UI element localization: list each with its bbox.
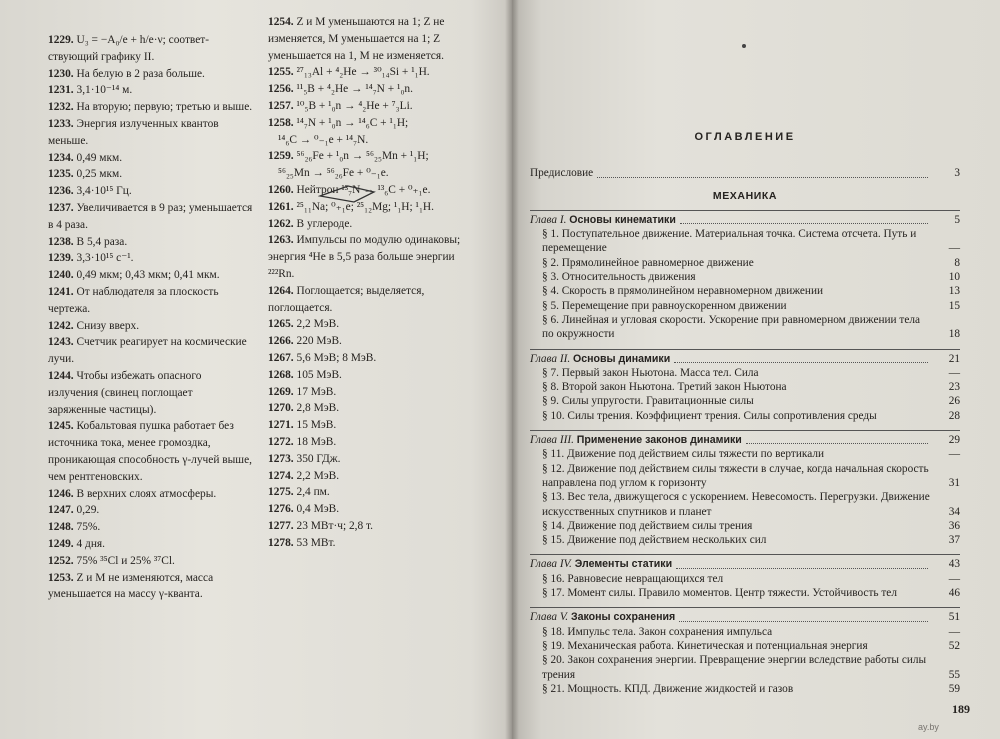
answer-text: 3,4·10¹⁵ Гц. (76, 185, 132, 198)
answer-number: 1241. (48, 285, 74, 298)
answer-number: 1236. (48, 185, 74, 198)
answer-text: 2,8 МэВ. (296, 402, 340, 415)
answer-item (268, 148, 473, 165)
toc-paragraph (530, 462, 960, 491)
answer-number: 1261. (268, 200, 294, 213)
answer-text: 0,4 МэВ. (296, 503, 340, 516)
answer-item (48, 82, 253, 99)
pen-scribble (318, 178, 378, 206)
answer-item (268, 484, 473, 501)
answer-text: 0,29. (76, 504, 100, 517)
answer-item (48, 334, 253, 368)
toc-paragraph-label: § 12. Движение под действием силы тяжести в случае, когда начальная скорость направлена под углом к горизонту (542, 462, 929, 489)
answer-number: 1238. (48, 235, 74, 248)
answer-text: 2,2 МэВ. (296, 469, 340, 482)
answer-number: 1276. (268, 503, 294, 516)
toc-paragraph-page: — (948, 366, 960, 379)
toc-paragraph-label: § 11. Движение под действием силы тяжести по вертикали (542, 448, 825, 461)
toc-paragraph-page: 59 (948, 682, 960, 695)
answer-text: На белую в 2 раза больше. (76, 67, 205, 80)
toc-paragraph-page: 55 (948, 668, 960, 681)
toc-paragraph (530, 625, 960, 639)
toc-chapter-name: Применение законов динамики (576, 434, 742, 447)
toc-paragraph (530, 299, 960, 313)
answer-item (268, 451, 473, 468)
answer-number: 1264. (268, 284, 294, 297)
answer-number: 1255. (268, 66, 294, 79)
answer-number: 1243. (48, 336, 74, 349)
toc-paragraph-page: 52 (948, 639, 960, 652)
answer-item (48, 32, 253, 66)
answer-item (48, 150, 253, 167)
answer-text: 75%. (76, 521, 101, 534)
answer-text: 4 дня. (76, 537, 106, 550)
answer-item (48, 250, 253, 267)
answer-text: ⁵⁶₂₆Fe + ¹₀n → ⁵⁶₂₅Mn + ¹₁H; (296, 150, 429, 163)
answers-column-2 (268, 14, 473, 552)
answer-number: 1273. (268, 452, 294, 465)
answer-number: 1256. (268, 83, 294, 96)
answer-text: U₃ = −A₀/e + h/e·ν; соответ-ствующий графику II. (48, 34, 210, 63)
answer-number: 1277. (268, 519, 294, 532)
toc-paragraph-page: — (948, 448, 960, 461)
leader-dots (679, 621, 928, 622)
answer-number: 1240. (48, 269, 74, 282)
answer-number: 1278. (268, 536, 294, 549)
toc-chapter-number: Глава V. (530, 611, 569, 624)
answer-number: 1231. (48, 84, 74, 97)
answer-number: 1242. (48, 319, 74, 332)
answer-number: 1265. (268, 318, 294, 331)
toc-paragraph-label: § 4. Скорость в прямолинейном неравномерном движении (542, 285, 824, 298)
answer-text: 53 МВт. (296, 536, 336, 549)
answer-text: На вторую; первую; третью и выше. (76, 101, 253, 114)
toc-paragraph-page: — (948, 242, 960, 255)
toc-chapters (530, 210, 960, 696)
toc-paragraph-page: 34 (948, 505, 960, 518)
toc-chapter-name: Элементы статики (574, 558, 673, 571)
answer-text: Энергия излученных квантов меньше. (48, 117, 219, 147)
answer-item (268, 400, 473, 417)
answer-number: 1274. (268, 469, 294, 482)
answer-number: 1266. (268, 335, 294, 348)
toc-paragraph-label: § 10. Силы трения. Коэффициент трения. Силы сопротивления среды (542, 409, 877, 422)
toc-paragraph-page: 28 (948, 409, 960, 422)
toc-chapter-number: Глава II. (530, 352, 571, 365)
answer-item (48, 418, 253, 485)
toc-paragraph-label: § 18. Импульс тела. Закон сохранения импульса (542, 625, 773, 638)
toc-paragraph-label: § 14. Движение под действием силы трения (542, 519, 753, 532)
toc-paragraph-label: § 1. Поступательное движение. Материальная точка. Система отсчета. Путь и перемещение (542, 228, 917, 255)
toc-paragraph (530, 284, 960, 298)
answer-text: Чтобы избежать опасного излучения (свинец поглощает заряженные частицы). (48, 369, 202, 416)
toc-chapter-page: 5 (954, 213, 960, 226)
answer-item (268, 434, 473, 451)
answer-text: 3,3·10¹⁵ с⁻¹. (76, 252, 134, 265)
toc-paragraph-page: 13 (948, 285, 960, 298)
toc-chapter (530, 349, 960, 366)
answer-text: 23 МВт·ч; 2,8 т. (296, 519, 374, 532)
answer-item (48, 234, 253, 251)
toc-paragraph-label: § 7. Первый закон Ньютона. Масса тел. Сила (542, 366, 759, 379)
toc-chapter-label (530, 352, 670, 366)
answer-number: 1247. (48, 504, 74, 517)
answer-number: 1269. (268, 385, 294, 398)
answer-number: 1253. (48, 571, 74, 584)
toc-paragraph (530, 447, 960, 461)
toc-paragraph-label: § 5. Перемещение при равноускоренном движении (542, 299, 787, 312)
answer-item (268, 64, 473, 81)
answer-text: ⁵⁶₂₅Mn → ⁵⁶₂₆Fe + ⁰₋₁e. (278, 167, 389, 180)
toc-chapter-label (530, 610, 675, 624)
table-of-contents (530, 130, 960, 696)
answer-number: 1258. (268, 116, 294, 129)
answer-item (268, 232, 473, 282)
answer-number: 1259. (268, 150, 294, 163)
answer-item (48, 486, 253, 503)
answer-text: ¹⁴₆C → ⁰₋₁e + ¹⁴₇N. (278, 133, 369, 146)
answer-number: 1271. (268, 419, 294, 432)
answer-text: 350 ГДж. (296, 452, 341, 465)
answer-item (48, 166, 253, 183)
answer-number: 1239. (48, 252, 74, 265)
answer-text: 220 МэВ. (296, 335, 342, 348)
leader-dots (674, 362, 928, 363)
toc-paragraph-label: § 9. Силы упругости. Гравитационные силы (542, 395, 754, 408)
toc-paragraph (530, 394, 960, 408)
answer-text: Увеличивается в 9 раз; уменьшается в 4 раза. (48, 201, 253, 231)
toc-paragraph (530, 639, 960, 653)
answer-item (48, 66, 253, 83)
answer-text: Импульсы по модулю одинаковы; энергия ⁴He в 5,5 раза больше энергии ²²²Rn. (268, 234, 461, 280)
answer-item (268, 115, 473, 132)
answer-number: 1263. (268, 234, 294, 247)
toc-paragraph-label: § 15. Движение под действием нескольких сил (542, 534, 767, 547)
answer-number: 1246. (48, 487, 74, 500)
answer-text: 2,2 МэВ. (296, 318, 340, 331)
answer-text: 105 МэВ. (296, 368, 342, 381)
toc-chapter-name: Основы кинематики (569, 213, 676, 226)
toc-paragraph-label: § 6. Линейная и угловая скорости. Ускорение при равномерном движении тела по окружности (542, 313, 921, 341)
leader-dots (746, 443, 928, 444)
toc-paragraph-label: § 3. Относительность движения (542, 271, 696, 284)
answer-text: Счетчик реагирует на космические лучи. (48, 336, 247, 366)
answer-item (268, 98, 473, 115)
toc-paragraph-label: § 2. Прямолинейное равномерное движение (542, 256, 754, 269)
answer-number: 1249. (48, 537, 74, 550)
toc-paragraph (530, 227, 960, 256)
answer-item (48, 284, 253, 318)
answer-number: 1262. (268, 217, 294, 230)
toc-title: ОГЛАВЛЕНИЕ (694, 131, 796, 143)
toc-paragraph (530, 409, 960, 423)
answer-number: 1275. (268, 486, 294, 499)
answer-item (268, 333, 473, 350)
answer-text: Снизу вверх. (76, 319, 140, 332)
answer-text: 2,4 пм. (296, 486, 330, 499)
answer-number: 1267. (268, 351, 294, 364)
answer-number: 1272. (268, 435, 294, 448)
answer-item (48, 99, 253, 116)
answer-item (268, 283, 473, 317)
toc-paragraph (530, 533, 960, 547)
toc-paragraph (530, 256, 960, 270)
answer-text: 0,25 мкм. (76, 168, 123, 181)
answer-text: От наблюдателя за плоскость чертежа. (48, 285, 219, 315)
answer-text: 3,1·10⁻¹⁴ м. (76, 84, 133, 97)
toc-chapter-page: 21 (948, 352, 960, 365)
answer-number: 1244. (48, 369, 74, 382)
toc-paragraph-page: 18 (948, 328, 960, 341)
toc-preface-label: Предисловие (530, 167, 594, 180)
answer-text: Поглощается; выделяется, поглощается. (268, 284, 425, 314)
answer-text: ¹¹₅B + ⁴₂He → ¹⁴₇N + ¹₀n. (296, 83, 413, 96)
toc-paragraph-page: — (948, 625, 960, 638)
toc-paragraph (530, 519, 960, 533)
answer-item (268, 518, 473, 535)
toc-paragraph-page: 10 (948, 271, 960, 284)
answer-text: Нейтрон ¹³₇N → ¹³₆C + ⁰₊₁e. (296, 183, 431, 196)
answer-number: 1254. (268, 16, 294, 28)
watermark: ay.by (918, 722, 939, 732)
answer-number: 1233. (48, 117, 74, 130)
answer-number: 1235. (48, 168, 74, 181)
answer-text: ²⁵₁₁Na; ⁰₊₁e; ²⁵₁₂Mg; ¹₁H; ¹₁H. (296, 200, 434, 213)
answer-text: 0,49 мкм. (76, 151, 123, 164)
answer-item (268, 350, 473, 367)
answer-text: 15 МэВ. (296, 419, 337, 432)
answer-item (48, 267, 253, 284)
toc-paragraph-label: § 16. Равновесие невращающихся тел (542, 572, 724, 585)
answer-item (48, 116, 253, 150)
toc-paragraph (530, 270, 960, 284)
toc-preface (530, 166, 960, 180)
answer-item (268, 417, 473, 434)
answer-text: 17 МэВ. (296, 385, 337, 398)
answer-item (268, 14, 473, 64)
toc-paragraph-label: § 8. Второй закон Ньютона. Третий закон Ньютона (542, 381, 787, 394)
answer-number: 1268. (268, 368, 294, 381)
answer-item (48, 368, 253, 418)
answer-text: В углероде. (296, 217, 353, 230)
toc-paragraph (530, 682, 960, 696)
answer-text: 75% ³⁵Cl и 25% ³⁷Cl. (76, 554, 175, 567)
toc-chapter-page: 51 (948, 611, 960, 624)
toc-paragraph (530, 380, 960, 394)
answer-text: В 5,4 раза. (76, 235, 128, 248)
answer-item (48, 318, 253, 335)
answer-text: Кобальтовая пушка работает без источника тока, менее громоздка, проникающая способность γ-лучей выше, чем рентгеновских. (48, 420, 252, 483)
toc-chapter-label (530, 433, 742, 447)
answer-text: Z и M не изменяются, масса уменьшается на массу γ-кванта. (48, 571, 214, 601)
answer-number: 1257. (268, 99, 294, 112)
toc-paragraph-label: § 21. Мощность. КПД. Движение жидкостей и газов (542, 682, 794, 695)
toc-paragraph-page: 36 (948, 519, 960, 532)
toc-paragraph (530, 653, 960, 682)
answer-number: 1270. (268, 402, 294, 415)
toc-paragraph-label: § 13. Вес тела, движущегося с ускорением. Невесомость. Перегрузки. Движение искусственных спутников и планет (542, 491, 930, 518)
toc-chapter (530, 607, 960, 624)
toc-paragraph-page: 37 (948, 534, 960, 547)
toc-paragraph-page: 23 (948, 381, 960, 394)
answer-number: 1248. (48, 521, 74, 534)
answer-text: ¹⁰₅B + ¹₀n → ⁴₂He + ⁷₃Li. (296, 99, 413, 112)
toc-chapter-number: Глава I. (530, 213, 567, 226)
toc-paragraph-page: 15 (948, 299, 960, 312)
toc-paragraph-page: 26 (948, 395, 960, 408)
toc-section-heading: МЕХАНИКА (712, 189, 778, 202)
answer-text: 18 МэВ. (296, 435, 337, 448)
answer-item (268, 384, 473, 401)
answer-item (268, 501, 473, 518)
answer-item (268, 216, 473, 233)
toc-chapter (530, 210, 960, 227)
toc-chapter-number: Глава IV. (530, 558, 572, 571)
toc-chapter-label (530, 213, 676, 227)
ink-dot (742, 44, 746, 48)
answer-item (48, 183, 253, 200)
answer-item (48, 570, 253, 604)
answer-item (268, 81, 473, 98)
book-gutter (505, 0, 519, 739)
answer-text: 5,6 МэВ; 8 МэВ. (296, 351, 377, 364)
page-number: 189 (952, 702, 970, 716)
answer-item (268, 367, 473, 384)
toc-chapter-page: 43 (948, 558, 960, 571)
answer-number: 1230. (48, 67, 74, 80)
toc-paragraph (530, 586, 960, 600)
answer-item (48, 200, 253, 234)
toc-chapter-name: Основы динамики (573, 352, 671, 365)
answer-text: ²⁷₁₃Al + ⁴₂He → ³⁰₁₄Si + ¹₁H. (296, 66, 430, 79)
answer-number: 1237. (48, 201, 74, 214)
answer-number: 1260. (268, 183, 294, 196)
leader-dots (680, 223, 928, 224)
toc-chapter (530, 554, 960, 571)
toc-paragraph-label: § 19. Механическая работа. Кинетическая и потенциальная энергия (542, 639, 868, 652)
toc-paragraph (530, 366, 960, 380)
answer-text: Z и M уменьшаются на 1; Z не изменяется, M уменьшается на 1; Z уменьшается на 1, M не изменяется. (268, 16, 445, 62)
toc-paragraph-label: § 20. Закон сохранения энергии. Превращение энергии вследствие работы силы трения (542, 654, 927, 681)
toc-preface-page: 3 (954, 167, 960, 180)
toc-chapter-name: Законы сохранения (570, 611, 676, 624)
answer-number: 1229. (48, 34, 74, 46)
toc-paragraph-label: § 17. Момент силы. Правило моментов. Центр тяжести. Устойчивость тел (542, 587, 897, 600)
leader-dots (676, 568, 928, 569)
leader-dots (597, 177, 928, 178)
toc-chapter-page: 29 (948, 434, 960, 447)
answer-text: 0,49 мкм; 0,43 мкм; 0,41 мкм. (76, 269, 220, 282)
answer-item (268, 316, 473, 333)
toc-paragraph (530, 313, 960, 342)
answer-number: 1252. (48, 554, 74, 567)
answer-number: 1232. (48, 101, 74, 114)
toc-chapter-label (530, 557, 672, 571)
toc-paragraph (530, 572, 960, 586)
toc-paragraph-page: — (948, 572, 960, 585)
answer-item (48, 553, 253, 570)
toc-chapter (530, 430, 960, 447)
toc-paragraph (530, 490, 960, 519)
toc-paragraph-page: 8 (954, 256, 960, 269)
answer-item (48, 502, 253, 519)
answer-text: ¹⁴₇N + ¹₀n → ¹⁴₆C + ¹₁H; (296, 116, 409, 129)
answer-item (268, 468, 473, 485)
answer-item (48, 519, 253, 536)
toc-paragraph-page: 46 (948, 587, 960, 600)
answer-number: 1245. (48, 420, 74, 433)
answers-column-1 (48, 32, 253, 603)
toc-paragraph-page: 31 (948, 476, 960, 489)
answer-item (268, 132, 473, 149)
answer-text: В верхних слоях атмосферы. (76, 487, 217, 500)
toc-chapter-number: Глава III. (530, 434, 574, 447)
answer-number: 1234. (48, 151, 74, 164)
answer-item (268, 535, 473, 552)
answer-item (48, 536, 253, 553)
